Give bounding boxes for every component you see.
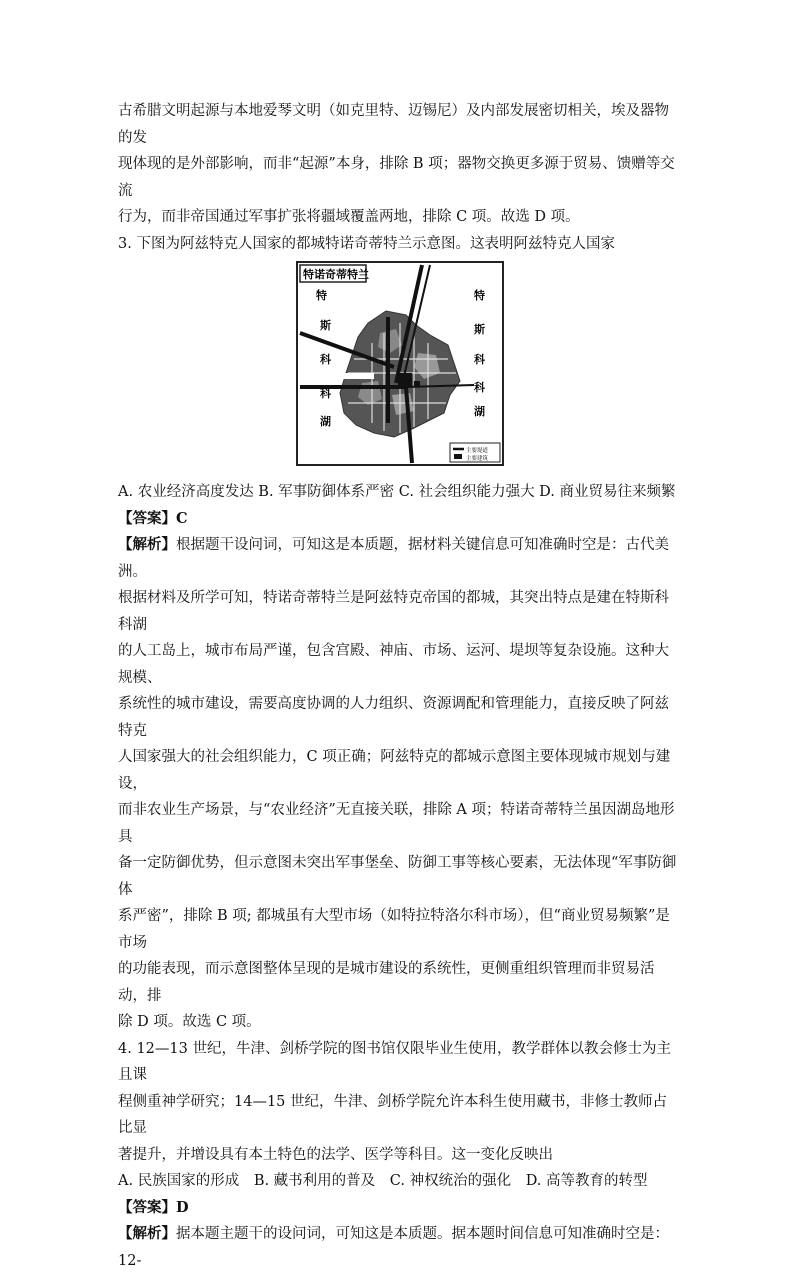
svg-text:科: 科 xyxy=(320,353,331,366)
svg-text:斯: 斯 xyxy=(474,323,485,336)
analysis-label: 【解析】 xyxy=(118,536,176,553)
svg-text:科: 科 xyxy=(474,381,485,394)
q3-options: A. 农业经济高度发达 B. 军事防御体系严密 C. 社会组织能力强大 D. 商业贸易往来频繁 xyxy=(118,484,676,500)
q3-analysis-line: 人国家强大的社会组织能力，C 项正确；阿兹特克的都城示意图主要体现城市规划与建设， xyxy=(118,749,671,792)
q3-analysis-line: 而非农业生产场景，与“农业经济”无直接关联，排除 A 项；特诺奇蒂特兰虽因湖岛地形具 xyxy=(118,802,675,845)
q4-option-c: C. 神权统治的强化 xyxy=(389,1173,512,1189)
q4-option-a: A. 民族国家的形成 xyxy=(118,1173,240,1189)
q4-option-d: D. 高等教育的转型 xyxy=(525,1173,648,1189)
q4-answer: 【答案】D xyxy=(118,1198,189,1216)
svg-text:主要建筑: 主要建筑 xyxy=(466,456,489,462)
map-title: 特诺奇蒂特兰 xyxy=(303,268,369,281)
map-legend xyxy=(450,443,500,462)
q4-options xyxy=(118,1168,678,1195)
q3-analysis-line: 根据材料及所学可知，特诺奇蒂特兰是阿兹特克帝国的都城，其突出特点是建在特斯科科湖 xyxy=(118,590,669,633)
causeway-label-box xyxy=(304,373,374,379)
q3-analysis-line: 的功能表现，而示意图整体呈现的是城市建设的系统性，更侧重组织管理而非贸易活动，排 xyxy=(118,961,655,1004)
q3-analysis-line: 系统性的城市建设，需要高度协调的人力组织、资源调配和管理能力，直接反映了阿兹特克 xyxy=(118,696,669,739)
q4-option-b: B. 藏书利用的普及 xyxy=(253,1173,376,1189)
analysis-label: 【解析】 xyxy=(118,1225,176,1242)
q4-stem-line: 著提升，并增设具有本土特色的法学、医学等科目。这一变化反映出 xyxy=(118,1146,553,1163)
intro-line: 古希腊文明起源与本地爱琴文明（如克里特、迈锡尼）及内部发展密切相关，埃及器物的发 xyxy=(118,103,669,146)
q3-analysis-line: 除 D 项。故选 C 项。 xyxy=(118,1014,261,1030)
q3-analysis-line: 的人工岛上，城市布局严谨，包含宫殿、神庙、市场、运河、堤坝等复杂设施。这种大规模、 xyxy=(118,643,669,686)
tenochtitlan-map xyxy=(296,261,504,466)
svg-text:主要堤道: 主要堤道 xyxy=(466,448,489,454)
analysis-text: 根据题干设问词，可知这是本质题，据材料关键信息可知准确时空是：古代美洲。 xyxy=(118,537,669,580)
svg-text:科: 科 xyxy=(320,387,331,400)
svg-text:特: 特 xyxy=(474,289,485,302)
building xyxy=(414,381,420,387)
document-page xyxy=(118,98,678,1274)
left-lake-label xyxy=(316,288,332,428)
svg-text:科: 科 xyxy=(474,353,485,366)
map-figure xyxy=(118,261,678,473)
svg-text:特: 特 xyxy=(316,289,327,302)
map-drawing xyxy=(298,263,502,464)
q3-analysis-line: 备一定防御优势，但示意图未突出军事堡垒、防御工事等核心要素，无法体现“军事防御体 xyxy=(118,855,677,898)
intro-line: 行为，而非帝国通过军事扩张将疆域覆盖两地，排除 C 项。故选 D 项。 xyxy=(118,209,580,225)
q4-analysis-first xyxy=(118,1221,678,1274)
q4-stem-line: 程侧重神学研究；14—15 世纪，牛津、剑桥学院允许本科生使用藏书，非修士教师占比显 xyxy=(118,1093,668,1136)
svg-text:湖: 湖 xyxy=(474,405,485,418)
q3-analysis-first xyxy=(118,532,678,585)
svg-text:湖: 湖 xyxy=(320,415,331,428)
q3-analysis-line: 系严密”，排除 B 项; 都城虽有大型市场（如特拉特洛尔科市场），但“商业贸易频繁”是市场 xyxy=(118,908,670,951)
central-building xyxy=(398,373,412,387)
svg-text:斯: 斯 xyxy=(320,319,331,332)
q3-stem: 3. 下图为阿兹特克人国家的都城特诺奇蒂特兰示意图。这表明阿兹特克人国家 xyxy=(118,235,615,252)
q3-answer: 【答案】C xyxy=(118,509,188,527)
analysis-text: 据本题主题干的设问词，可知这是本质题。据本题时间信息可知准确时空是：12- xyxy=(118,1226,669,1269)
q4-stem-line: 4. 12—13 世纪，牛津、剑桥学院的图书馆仅限毕业生使用，教学群体以教会修士为主且课 xyxy=(118,1040,671,1083)
intro-line: 现体现的是外部影响，而非“起源”本身，排除 B 项；器物交换更多源于贸易、馈赠等交流 xyxy=(118,156,675,199)
right-lake-label xyxy=(473,288,486,418)
